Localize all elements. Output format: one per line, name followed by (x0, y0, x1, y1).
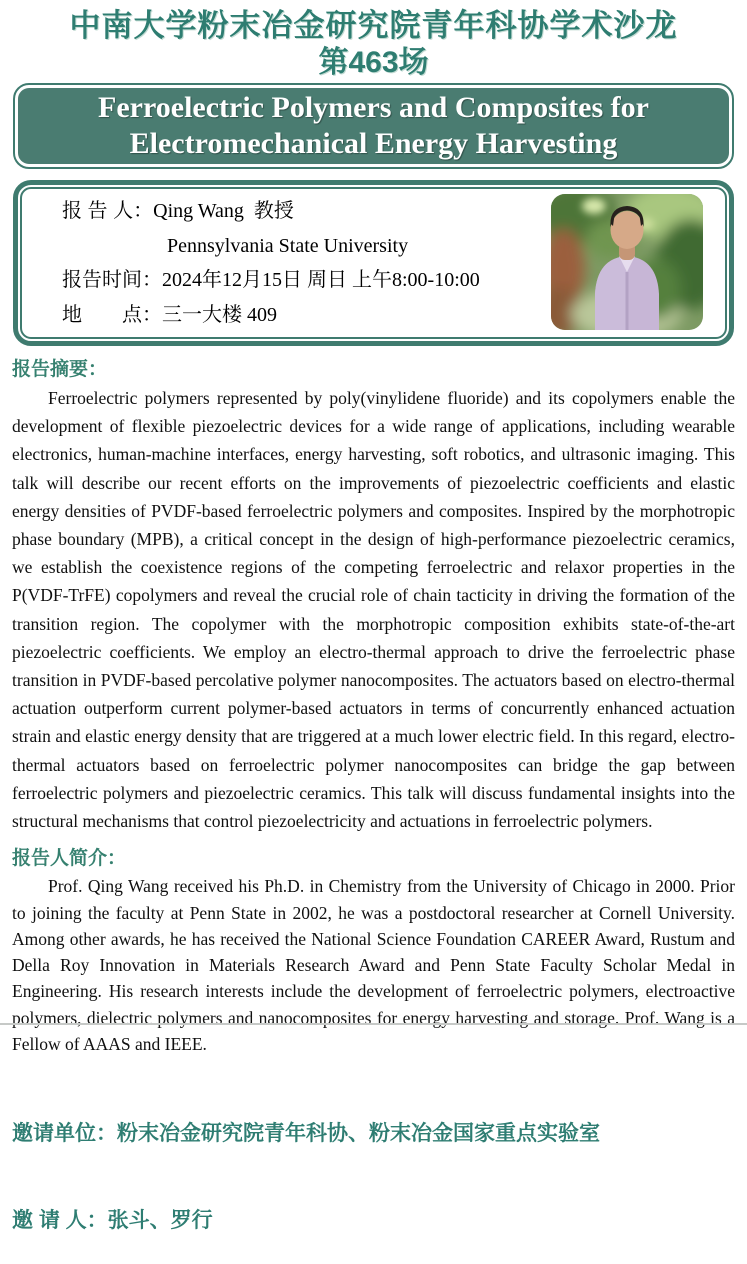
speaker-photo (551, 194, 703, 330)
abstract-heading: 报告摘要： (12, 359, 108, 380)
speaker-label: 报 告 人： (62, 200, 154, 222)
talk-title-text (18, 88, 729, 164)
abstract-text: Ferroelectric polymers represented by poly(vinylidene fluoride) and its copolymers enable the development of flexible piezoelectric devices for a wide range of applications, including wearable electronics, human-machine interfaces, energy harvesting, soft robotics, and ultrasonic imaging. This talk will describe our recent efforts on the improvements of piezoelectric coefficients and elastic energy densities of PVDF-based ferroelectric polymers and composites. Inspired by the morphotropic phase boundary (MPB), a critical concept in the design of high-performance piezoelectric ceramics, we establish the coexistence regions of the competing ferroelectric and relaxor properties in the P(VDF-TrFE) copolymers and reveal the crucial role of chain tacticity in driving the formation of the transition region. The copolymer with the morphotropic composition exhibits state-of-the-art piezoelectric coefficients. We employ an electro-thermal approach to drive the ferroelectric phase transition in PVDF-based percolative polymer nanocomposites. The actuators based on electro-thermal actuation outperform current polymer-based actuators in terms of concurrently enhanced actuation strain and elastic energy density that are triggered at a much lower electric field. In this regard, electro-thermal actuators based on ferroelectric polymer nanocomposites can bridge the gap between ferroelectric polymers and piezoelectric ceramics. This talk will discuss fundamental insights into the structural mechanisms that control piezoelectricity and actuations in ferroelectric polymers. (12, 388, 735, 832)
poster-title-line1: 中南大学粉末冶金研究院青年科协学术沙龙 (69, 8, 678, 43)
bio-heading: 报告人简介： (12, 848, 127, 870)
bottom-divider (0, 1023, 747, 1025)
speaker-info-box (13, 180, 734, 346)
inviter-label: 邀 请 人： (12, 1209, 108, 1233)
time-value: 2024年12月15日 周日 上午8:00-10:00 (162, 269, 480, 292)
speaker-photo-art (551, 194, 703, 330)
talk-title-line2: Electromechanical Energy Harvesting (129, 127, 618, 160)
bio-text: Prof. Qing Wang received his Ph.D. in Chemistry from the University of Chicago in 2000. Prior to joining the faculty at Penn State in 2002, he was a postdoctoral researcher at Cornell University. Among other awards, he has received the National Science Foundation CAREER Award, Rustum and Della Roy Innovation in Materials Research Award and Penn State Faculty Scholar Medal in Engineering. His research interests include the development of ferroelectric polymers, electroactive polymers, dielectric polymers and nanocomposites for energy harvesting and storage. Prof. Wang is a Fellow of AAAS and IEEE. (12, 876, 735, 1055)
venue-label: 地 点： (62, 303, 162, 326)
talk-title-line1: Ferroelectric Polymers and Composites for (98, 91, 649, 124)
seminar-poster (0, 6, 747, 1233)
time-label: 报告时间： (62, 269, 162, 292)
venue-value: 三一大楼 409 (162, 303, 277, 326)
poster-title (0, 6, 747, 80)
speaker-affiliation: Pennsylvania State University (167, 234, 409, 257)
host-value: 粉末冶金研究院青年科协、粉末冶金国家重点实验室 (117, 1122, 600, 1146)
talk-title-banner (13, 83, 734, 169)
footer-invitation (12, 1061, 735, 1264)
inviter-value: 张斗、罗行 (107, 1209, 213, 1233)
poster-title-line2: 第463场 (318, 46, 429, 79)
host-label: 邀请单位： (12, 1122, 117, 1146)
inviter-line (12, 1206, 735, 1235)
host-line (12, 1119, 735, 1148)
speaker-info-inner (20, 187, 727, 339)
speaker-name: Qing Wang 教授 (153, 200, 294, 222)
